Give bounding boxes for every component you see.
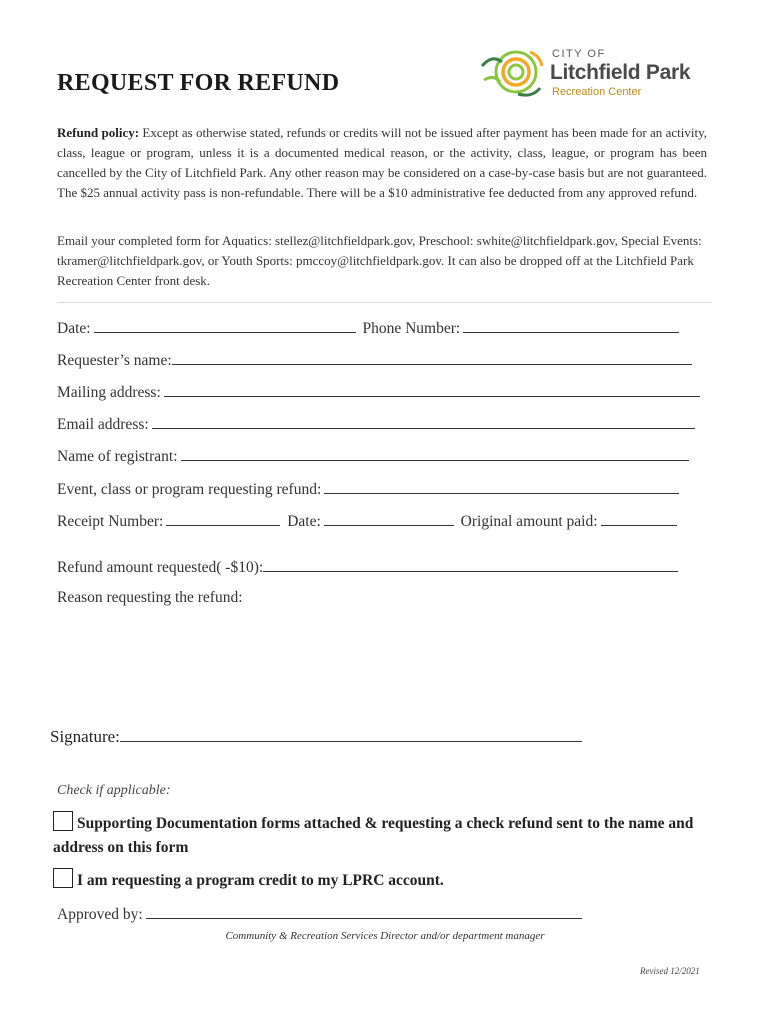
documentation-checkbox[interactable] xyxy=(53,811,73,831)
reason-label: Reason requesting the refund: xyxy=(57,589,243,606)
refund-amount-row xyxy=(57,557,681,577)
divider xyxy=(57,302,712,303)
reason-field[interactable] xyxy=(57,615,707,715)
policy-text: Except as otherwise stated, refunds or credits will not be issued after payment has been made for an activity, class, league or program, unless it is a documented medical reason, or the activity, class, league, or program has been cancelled by the City of Litchfield Park. Any other reason may be considered on a case-by-case basis but are not guaranteed. The $25 annual activity pass is non-refundable. There will be a $10 administrative fee deducted from any approved refund. xyxy=(57,125,708,200)
approved-label: Approved by: xyxy=(57,906,143,923)
registrant-field[interactable] xyxy=(181,446,689,461)
mailing-label: Mailing address: xyxy=(57,384,161,401)
receipt-field[interactable] xyxy=(166,511,280,526)
receipt-label: Receipt Number: xyxy=(57,513,164,530)
mailing-field[interactable] xyxy=(164,382,700,397)
logo-sub-text: Recreation Center xyxy=(552,86,642,98)
signature-label: Signature: xyxy=(50,727,120,746)
date2-label: Date: xyxy=(287,513,321,530)
refund-amount-label: Refund amount requested( -$10): xyxy=(57,559,264,576)
refund-amount-field[interactable] xyxy=(263,557,678,572)
spiral-logo-icon xyxy=(478,44,548,100)
registrant-row xyxy=(57,446,692,466)
email-field[interactable] xyxy=(152,414,695,429)
date2-field[interactable] xyxy=(324,511,454,526)
original-field[interactable] xyxy=(601,511,677,526)
email-instructions: Email your completed form for Aquatics: stellez@litchfieldpark.gov, Preschool: swhite@litchfieldpark.gov, Special Events: tkramer@litchfieldpark.gov, or Youth Sports: pmccoy@litchfieldpark.gov. It can also be dropped off at the Litchfield Park Recreation Center front desk. xyxy=(57,233,702,288)
approved-field[interactable] xyxy=(146,904,582,919)
approved-row xyxy=(57,904,585,924)
event-field[interactable] xyxy=(324,479,679,494)
mailing-row xyxy=(57,382,703,402)
logo-name-text: Litchfield Park xyxy=(550,61,691,84)
logo-city-text: CITY OF xyxy=(552,48,606,60)
email-label: Email address: xyxy=(57,416,149,433)
original-label: Original amount paid: xyxy=(460,513,598,530)
requester-row xyxy=(57,350,695,370)
event-row xyxy=(57,479,682,499)
signature-row xyxy=(50,725,585,747)
footer-note: Community & Recreation Services Director and/or department manager xyxy=(225,930,545,942)
city-logo xyxy=(478,44,708,100)
documentation-check-label: Supporting Documentation forms attached & requesting a check refund sent to the name and address on this form xyxy=(53,815,694,856)
page-title: REQUEST FOR REFUND xyxy=(57,70,340,96)
phone-field[interactable] xyxy=(463,318,679,333)
phone-label: Phone Number: xyxy=(362,320,461,337)
requester-field[interactable] xyxy=(172,350,692,365)
requester-label: Requester’s name: xyxy=(57,352,172,369)
email-row xyxy=(57,414,698,434)
receipt-row xyxy=(57,511,680,531)
event-label: Event, class or program requesting refund: xyxy=(57,481,322,498)
revised-date: Revised 12/2021 xyxy=(640,966,700,976)
signature-field[interactable] xyxy=(120,725,582,742)
check-if-applicable-label: Check if applicable: xyxy=(57,783,171,798)
date-label: Date: xyxy=(57,320,91,337)
credit-check-label: I am requesting a program credit to my LPRC account. xyxy=(77,872,444,889)
refund-policy xyxy=(57,123,707,203)
credit-check-row xyxy=(53,868,713,893)
registrant-label: Name of registrant: xyxy=(57,448,178,465)
policy-label: Refund policy: xyxy=(57,125,140,140)
documentation-check-row xyxy=(53,811,713,860)
credit-checkbox[interactable] xyxy=(53,868,73,888)
date-field[interactable] xyxy=(94,318,356,333)
date-row xyxy=(57,318,682,338)
